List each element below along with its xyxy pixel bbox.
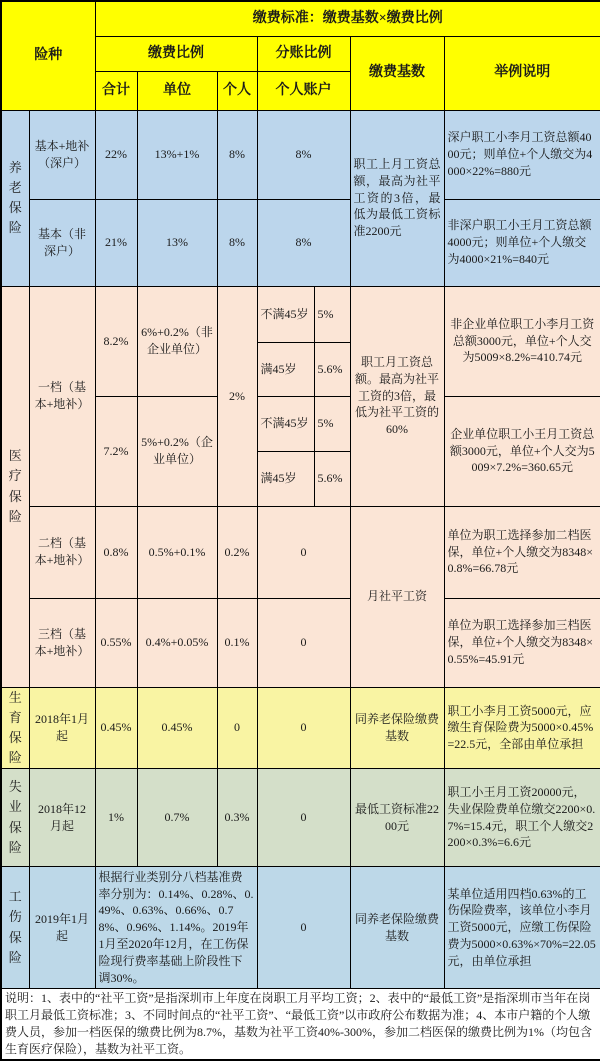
table-notes: 说明：1、表中的“社平工资”是指深圳市上年度在岗职工月平均工资；2、表中的“最低工资”是指深圳市当年在岗职工月最低工资标准；3、不同时间点的“社平工资”、“最低工资”以市政府公布数据为准；4、本市户籍的个人缴费人员，参加一档医保的缴费比例为8.7%，基数为社平工资40%-300%，参加二档医保的缴费比例为1%（均包含生育医疗保险），基数为社平工资。 (1, 989, 600, 1060)
header-standard-title: 缴费标准：缴费基数×缴费比例 (95, 1, 600, 36)
medical-tier3-total: 0.55% (95, 598, 137, 687)
medical-tier2-example: 单位为职工选择参加二档医保，单位+个人缴交为8348×0.8%=66.78元 (444, 506, 600, 598)
pension-example-1: 深户职工小李月工资总额4000元；则单位+个人缴交为4000×22%=880元 (444, 110, 600, 199)
medical-tier1-age-over45-a: 满45岁 (257, 342, 314, 396)
injury-rate-description: 根据行业类别分八档基准费率分别为：0.14%、0.28%、0.49%、0.63%、0.66%、0.78%、0.96%、1.14%。2019年1月至2020年12月，在工伤保险现行费率基础上阶段性下调30%。 (95, 867, 257, 989)
maternity-base: 同养老保险缴费基数 (350, 687, 444, 769)
medical-tier1-category: 一档（基本+地补） (29, 286, 95, 506)
maternity-row (1, 687, 600, 769)
medical-tier1-employer-a: 6%+0.2%（非企业单位） (137, 286, 217, 396)
header-col-individual: 个人 (217, 71, 257, 110)
medical-tier1-individual: 2% (217, 286, 257, 506)
medical-tier3-row (1, 598, 600, 687)
header-col-employer: 单位 (137, 71, 217, 110)
medical-section-label: 医疗保险 (1, 286, 29, 687)
pension-example-2: 非深户职工小王月工资总额4000元；则单位+个人缴交为4000×21%=840元 (444, 199, 600, 286)
unemployment-row (1, 769, 600, 867)
medical-tier1-subrow-1 (1, 286, 600, 342)
injury-row (1, 867, 600, 989)
injury-base: 同养老保险缴费基数 (350, 867, 444, 989)
injury-example: 某单位适用四档0.63%的工伤保险费率，该单位小李月工资5000元，应缴工伤保险费为5000×0.63%×70%=22.05元，由单位承担 (444, 867, 600, 989)
medical-tier1-employer-b: 5%+0.2%（企业单位） (137, 396, 217, 506)
maternity-employer: 0.45% (137, 687, 217, 769)
medical-tier1-total-b: 7.2% (95, 396, 137, 506)
pension-account-2: 8% (257, 199, 350, 286)
header-ratio-group: 缴费比例 (95, 36, 257, 71)
header-col-personal-account: 个人账户 (257, 71, 350, 110)
unemployment-section-label: 失业保险 (1, 769, 29, 867)
notes-row (1, 989, 600, 1060)
unemployment-employer: 0.7% (137, 769, 217, 867)
pension-row-shenzhen-hukou (1, 110, 600, 199)
medical-tier3-employer: 0.4%+0.05% (137, 598, 217, 687)
pension-row-non-hukou (1, 199, 600, 286)
medical-tier2-row (1, 506, 600, 598)
medical-tier3-account: 0 (257, 598, 350, 687)
maternity-category: 2018年1月起 (29, 687, 95, 769)
medical-tier23-base: 月社平工资 (350, 506, 444, 687)
medical-tier1-age-under45-a: 不满45岁 (257, 286, 314, 342)
pension-employer-2: 13% (137, 199, 217, 286)
injury-section-label: 工伤保险 (1, 867, 29, 989)
unemployment-individual: 0.3% (217, 769, 257, 867)
medical-tier3-individual: 0.1% (217, 598, 257, 687)
header-example: 举例说明 (444, 36, 600, 110)
pension-total-1: 22% (95, 110, 137, 199)
header-row-1 (1, 1, 600, 36)
medical-tier1-rate-over45-a: 5.6% (314, 342, 350, 396)
medical-tier1-rate-under45-a: 5% (314, 286, 350, 342)
pension-base: 职工上月工资总额，最高为社平工资的3倍，最低为最低工资标准2200元 (350, 110, 444, 286)
header-col-total: 合计 (95, 71, 137, 110)
medical-tier2-account: 0 (257, 506, 350, 598)
unemployment-base: 最低工资标准2200元 (350, 769, 444, 867)
unemployment-account: 0 (257, 769, 350, 867)
header-base: 缴费基数 (350, 36, 444, 110)
medical-tier1-rate-over45-b: 5.6% (314, 451, 350, 506)
medical-tier2-individual: 0.2% (217, 506, 257, 598)
medical-tier1-base: 职工月工资总额。最高为社平工资的3倍，最低为社平工资的60% (350, 286, 444, 506)
medical-tier1-rate-under45-b: 5% (314, 396, 350, 451)
header-insurance-type: 险种 (1, 1, 95, 110)
pension-individual-1: 8% (217, 110, 257, 199)
header-split-group: 分账比例 (257, 36, 350, 71)
unemployment-category: 2018年12月起 (29, 769, 95, 867)
medical-tier1-age-over45-b: 满45岁 (257, 451, 314, 506)
injury-account: 0 (257, 867, 350, 989)
unemployment-example: 职工小王月工资20000元，失业保险费单位缴交2200×0.7%=15.4元，职工个人缴交2200×0.3%=6.6元 (444, 769, 600, 867)
maternity-example: 职工小李月工资5000元，应缴生育保险费为5000×0.45%=22.5元，全部由单位承担 (444, 687, 600, 769)
maternity-section-label: 生育保险 (1, 687, 29, 769)
pension-employer-1: 13%+1% (137, 110, 217, 199)
maternity-total: 0.45% (95, 687, 137, 769)
medical-tier3-category: 三档（基本+地补） (29, 598, 95, 687)
injury-category: 2019年1月起 (29, 867, 95, 989)
medical-tier1-example-a: 非企业单位职工小李月工资总额3000元，单位+个人交为5009×8.2%=410.74元 (444, 286, 600, 396)
medical-tier1-age-under45-b: 不满45岁 (257, 396, 314, 451)
medical-tier2-total: 0.8% (95, 506, 137, 598)
unemployment-total: 1% (95, 769, 137, 867)
medical-tier2-employer: 0.5%+0.1% (137, 506, 217, 598)
pension-section-label: 养老保险 (1, 110, 29, 286)
medical-tier3-example: 单位为职工选择参加三档医保，单位+个人缴交为8348×0.55%=45.91元 (444, 598, 600, 687)
medical-tier1-example-b: 企业单位职工小王月工资总额3000元，单位+个人交为5009×7.2%=360.65元 (444, 396, 600, 506)
medical-tier1-total-a: 8.2% (95, 286, 137, 396)
pension-category-2: 基本（非深户） (29, 199, 95, 286)
pension-account-1: 8% (257, 110, 350, 199)
pension-individual-2: 8% (217, 199, 257, 286)
maternity-individual: 0 (217, 687, 257, 769)
pension-total-2: 21% (95, 199, 137, 286)
maternity-account: 0 (257, 687, 350, 769)
medical-tier2-category: 二档（基本+地补） (29, 506, 95, 598)
pension-category-1: 基本+地补（深户） (29, 110, 95, 199)
